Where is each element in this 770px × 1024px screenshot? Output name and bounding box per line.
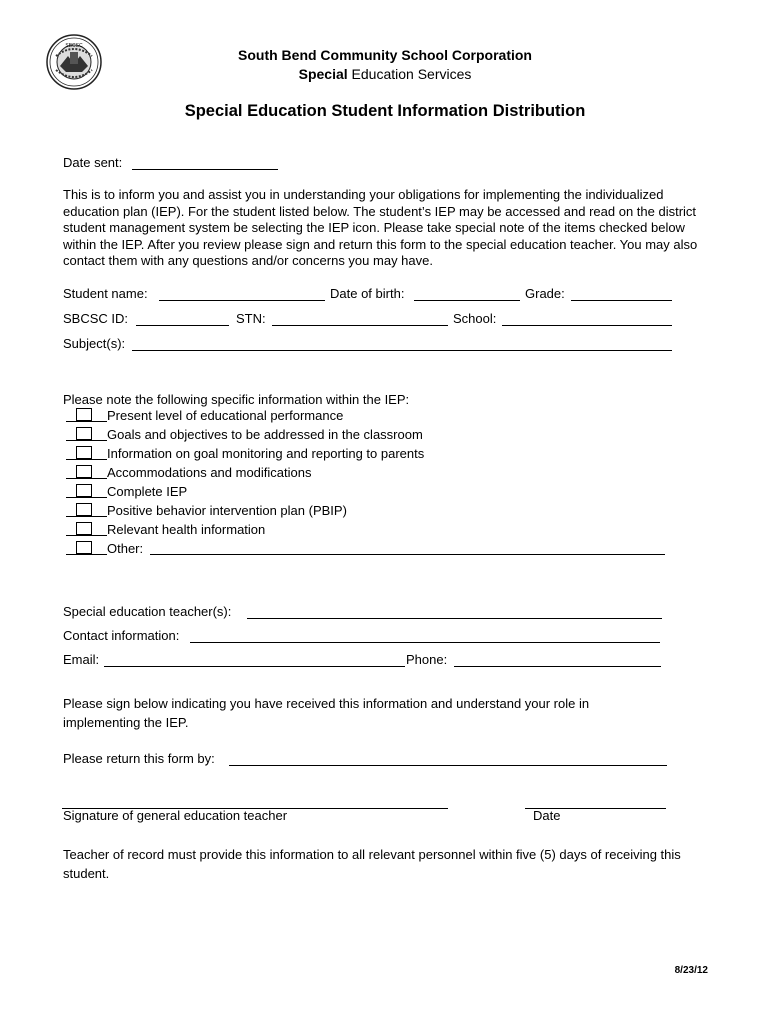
phone-field[interactable] (454, 666, 661, 667)
checklist-item-label: Goals and objectives to be addressed in the classroom (107, 427, 423, 442)
stn-field[interactable] (272, 325, 448, 326)
checkbox-underline (66, 421, 107, 422)
checkbox-underline (66, 440, 107, 441)
department-rest: Education Services (347, 66, 472, 82)
closing-note: Teacher of record must provide this information to all relevant personnel within five (5) days of receiving this student. (63, 847, 681, 881)
checkbox-underline (66, 535, 107, 536)
school-field[interactable] (502, 325, 672, 326)
checkbox-underline (66, 497, 107, 498)
subjects-field[interactable] (132, 350, 672, 351)
checkbox[interactable] (76, 427, 92, 440)
checkbox-underline (66, 516, 107, 517)
department-name (0, 66, 770, 82)
stn-label: STN: (236, 311, 266, 326)
grade-label: Grade: (525, 286, 565, 301)
grade-field[interactable] (571, 300, 672, 301)
checkbox[interactable] (76, 522, 92, 535)
checkbox-underline (66, 478, 107, 479)
subjects-label: Subject(s): (63, 336, 126, 351)
email-label: Email: (63, 652, 100, 667)
checkbox[interactable] (76, 465, 92, 478)
sign-instructions: Please sign below indicating you have received this information and understand your role in implementing the IEP. (63, 696, 590, 730)
checkbox-underline (66, 459, 107, 460)
org-name: South Bend Community School Corporation (238, 47, 532, 63)
checklist-item-label: Present level of educational performance (107, 408, 344, 423)
other-field[interactable] (150, 554, 665, 555)
checkbox[interactable] (76, 541, 92, 554)
checklist-item-label: Complete IEP (107, 484, 188, 499)
date-sent-label: Date sent: (63, 155, 123, 170)
department-bold: Special (298, 66, 348, 82)
intro-paragraph: This is to inform you and assist you in understanding your obligations for implementing the individualized education plan (IEP). For the student listed below. The student’s IEP may be accessed and read on the district student management system be selecting the IEP icon. Please take special note of the items checked below within the IEP. After you review please sign and return this form to the special education teacher. You may also contact them with any questions and/or concerns you may have. (63, 187, 698, 269)
checkbox[interactable] (76, 503, 92, 516)
email-field[interactable] (104, 666, 405, 667)
sped-teacher-label: Special education teacher(s): (63, 604, 232, 619)
date-sent-field[interactable] (132, 169, 278, 170)
student-name-label: Student name: (63, 286, 148, 301)
dob-field[interactable] (414, 300, 520, 301)
checkbox[interactable] (76, 446, 92, 459)
sbcsc-id-label: SBCSC ID: (63, 311, 129, 326)
signature-date-label: Date (533, 808, 561, 823)
checkbox-underline (66, 554, 107, 555)
phone-label: Phone: (406, 652, 448, 667)
checkbox[interactable] (76, 484, 92, 497)
sbcsc-id-field[interactable] (136, 325, 229, 326)
revision-date: 8/23/12 (674, 965, 708, 976)
checklist-item-label: Accommodations and modifications (107, 465, 312, 480)
student-name-field[interactable] (159, 300, 325, 301)
checklist-item-label: Relevant health information (107, 522, 266, 537)
signature-label: Signature of general education teacher (63, 808, 288, 823)
checklist-intro: Please note the following specific information within the IEP: (63, 392, 410, 407)
school-label: School: (453, 311, 497, 326)
return-by-label: Please return this form by: (63, 751, 215, 766)
return-by-field[interactable] (229, 765, 667, 766)
checklist-item-label: Other: (107, 541, 144, 556)
checklist-item-label: Positive behavior intervention plan (PBIP) (107, 503, 347, 518)
dob-label: Date of birth: (330, 286, 405, 301)
checkbox[interactable] (76, 408, 92, 421)
sped-teacher-field[interactable] (247, 618, 662, 619)
checklist-item-label: Information on goal monitoring and reporting to parents (107, 446, 425, 461)
contact-info-field[interactable] (190, 642, 660, 643)
contact-info-label: Contact information: (63, 628, 180, 643)
seal-lettering: SBCSC (65, 43, 83, 49)
page-title: Special Education Student Information Distribution (184, 102, 586, 120)
